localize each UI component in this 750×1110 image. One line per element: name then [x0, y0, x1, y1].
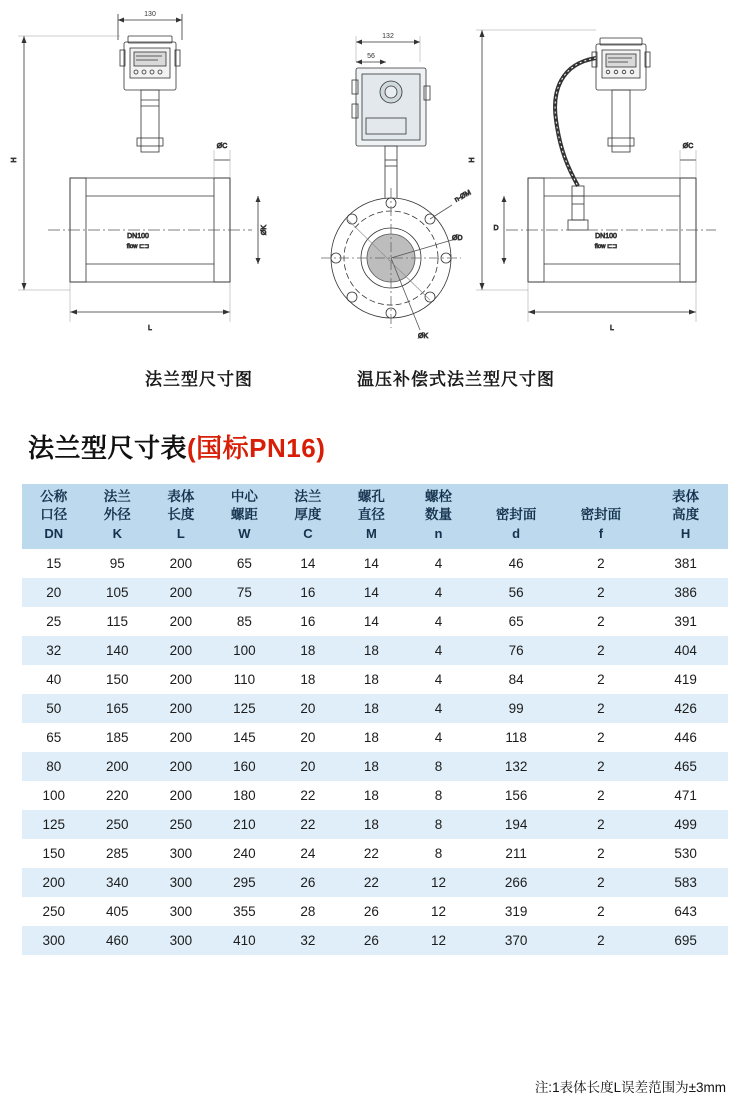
cell-f: 2 [559, 578, 644, 607]
dimension-table [22, 484, 728, 955]
cell-dn: 300 [22, 926, 86, 955]
cell-d: 118 [474, 723, 559, 752]
cell-m: 14 [340, 578, 404, 607]
cell-c: 18 [276, 665, 340, 694]
table-row [22, 694, 728, 723]
cell-d: 84 [474, 665, 559, 694]
cell-n: 8 [403, 839, 474, 868]
cell-f: 2 [559, 897, 644, 926]
cell-f: 2 [559, 868, 644, 897]
cell-n: 8 [403, 752, 474, 781]
svg-text:ØK: ØK [418, 333, 429, 340]
cell-c: 28 [276, 897, 340, 926]
cell-dn: 20 [22, 578, 86, 607]
cell-m: 18 [340, 665, 404, 694]
cell-c: 26 [276, 868, 340, 897]
cell-w: 160 [213, 752, 277, 781]
cell-l: 200 [149, 549, 213, 578]
svg-text:H: H [11, 157, 18, 163]
cell-n: 12 [403, 868, 474, 897]
diagram-caption-compensated: 温压补偿式法兰型尺寸图 [357, 370, 555, 389]
svg-text:n-ØM: n-ØM [453, 189, 473, 204]
cell-dn: 50 [22, 694, 86, 723]
cell-h: 426 [643, 694, 728, 723]
table-title-standard: (国标PN16) [187, 433, 326, 463]
table-row [22, 549, 728, 578]
svg-text:ØD: ØD [452, 235, 463, 242]
cell-f: 2 [559, 607, 644, 636]
cell-f: 2 [559, 752, 644, 781]
cell-n: 4 [403, 549, 474, 578]
cell-l: 200 [149, 607, 213, 636]
cell-w: 65 [213, 549, 277, 578]
cell-d: 65 [474, 607, 559, 636]
table-title [28, 428, 325, 465]
cell-n: 8 [403, 810, 474, 839]
cell-m: 18 [340, 636, 404, 665]
table-note: 注:1表体长度L误差范围为±3mm [534, 1080, 726, 1095]
cell-w: 100 [213, 636, 277, 665]
diagram-caption-flange: 法兰型尺寸图 [145, 370, 253, 389]
cell-f: 2 [559, 723, 644, 752]
cell-f: 2 [559, 781, 644, 810]
cell-n: 4 [403, 636, 474, 665]
cell-k: 140 [86, 636, 150, 665]
table-row [22, 636, 728, 665]
cell-h: 386 [643, 578, 728, 607]
cell-c: 18 [276, 636, 340, 665]
cell-h: 381 [643, 549, 728, 578]
cell-l: 200 [149, 636, 213, 665]
cell-w: 355 [213, 897, 277, 926]
cell-m: 18 [340, 752, 404, 781]
cell-l: 200 [149, 665, 213, 694]
cell-l: 300 [149, 868, 213, 897]
cell-f: 2 [559, 665, 644, 694]
cell-d: 99 [474, 694, 559, 723]
cell-d: 46 [474, 549, 559, 578]
cell-d: 76 [474, 636, 559, 665]
table-row [22, 868, 728, 897]
cell-f: 2 [559, 694, 644, 723]
cell-n: 4 [403, 665, 474, 694]
cell-h: 499 [643, 810, 728, 839]
cell-dn: 100 [22, 781, 86, 810]
cell-h: 465 [643, 752, 728, 781]
cell-m: 14 [340, 549, 404, 578]
cell-w: 410 [213, 926, 277, 955]
cell-m: 18 [340, 781, 404, 810]
cell-h: 391 [643, 607, 728, 636]
cell-n: 8 [403, 781, 474, 810]
cell-k: 405 [86, 897, 150, 926]
cell-w: 295 [213, 868, 277, 897]
cell-f: 2 [559, 926, 644, 955]
svg-text:H: H [469, 157, 476, 163]
cell-dn: 80 [22, 752, 86, 781]
cell-m: 26 [340, 897, 404, 926]
cell-c: 20 [276, 723, 340, 752]
cell-k: 285 [86, 839, 150, 868]
cell-dn: 25 [22, 607, 86, 636]
svg-text:ØC: ØC [682, 143, 694, 150]
cell-l: 250 [149, 810, 213, 839]
cell-f: 2 [559, 839, 644, 868]
cell-c: 22 [276, 810, 340, 839]
cell-k: 150 [86, 665, 150, 694]
cell-l: 200 [149, 752, 213, 781]
cell-m: 22 [340, 839, 404, 868]
cell-dn: 15 [22, 549, 86, 578]
cell-w: 85 [213, 607, 277, 636]
cell-k: 185 [86, 723, 150, 752]
cell-d: 194 [474, 810, 559, 839]
cell-n: 4 [403, 607, 474, 636]
table-row [22, 578, 728, 607]
cell-w: 180 [213, 781, 277, 810]
header-c: 法兰 厚度 C [276, 484, 340, 549]
cell-dn: 250 [22, 897, 86, 926]
cell-l: 200 [149, 694, 213, 723]
cell-dn: 150 [22, 839, 86, 868]
cell-w: 75 [213, 578, 277, 607]
cell-k: 95 [86, 549, 150, 578]
cell-k: 220 [86, 781, 150, 810]
table-row [22, 926, 728, 955]
cell-f: 2 [559, 636, 644, 665]
cell-w: 145 [213, 723, 277, 752]
cell-k: 460 [86, 926, 150, 955]
cell-l: 200 [149, 781, 213, 810]
svg-text:L: L [148, 325, 152, 332]
cell-m: 18 [340, 694, 404, 723]
dim-label-56: 56 [367, 53, 375, 60]
cell-w: 125 [213, 694, 277, 723]
header-w: 中心 螺距 W [213, 484, 277, 549]
cell-l: 200 [149, 578, 213, 607]
cell-d: 132 [474, 752, 559, 781]
cell-k: 340 [86, 868, 150, 897]
table-title-main: 法兰型尺寸表 [28, 433, 188, 463]
cell-c: 22 [276, 781, 340, 810]
cell-c: 24 [276, 839, 340, 868]
cell-n: 12 [403, 926, 474, 955]
cell-k: 115 [86, 607, 150, 636]
cell-m: 26 [340, 926, 404, 955]
cell-h: 583 [643, 868, 728, 897]
svg-text:ØC: ØC [216, 143, 228, 150]
cell-c: 32 [276, 926, 340, 955]
table-row [22, 839, 728, 868]
table-row [22, 781, 728, 810]
cell-m: 18 [340, 810, 404, 839]
header-h: 表体 高度 H [643, 484, 728, 549]
header-dn: 公称 口径 DN [22, 484, 86, 549]
header-k: 法兰 外径 K [86, 484, 150, 549]
table-row [22, 607, 728, 636]
table-row [22, 723, 728, 752]
cell-d: 56 [474, 578, 559, 607]
cell-w: 210 [213, 810, 277, 839]
cell-m: 18 [340, 723, 404, 752]
table-row [22, 810, 728, 839]
cell-k: 105 [86, 578, 150, 607]
cell-l: 300 [149, 839, 213, 868]
header-m: 螺孔 直径 M [340, 484, 404, 549]
cell-dn: 125 [22, 810, 86, 839]
cell-l: 200 [149, 723, 213, 752]
cell-l: 300 [149, 926, 213, 955]
cell-n: 4 [403, 694, 474, 723]
svg-text:D: D [493, 225, 499, 232]
header-d: 密封面 d [474, 484, 559, 549]
svg-text:ØK: ØK [261, 224, 268, 236]
cell-d: 156 [474, 781, 559, 810]
cell-w: 240 [213, 839, 277, 868]
cell-k: 165 [86, 694, 150, 723]
cell-d: 211 [474, 839, 559, 868]
cell-l: 300 [149, 897, 213, 926]
cell-c: 14 [276, 549, 340, 578]
cell-n: 4 [403, 723, 474, 752]
cell-f: 2 [559, 810, 644, 839]
cell-k: 200 [86, 752, 150, 781]
table-body [22, 549, 728, 955]
table-row [22, 665, 728, 694]
svg-text:flow ⊏⊐: flow ⊏⊐ [594, 244, 618, 250]
cell-h: 446 [643, 723, 728, 752]
svg-text:L: L [610, 325, 614, 332]
header-n: 螺栓 数量 n [403, 484, 474, 549]
cell-m: 22 [340, 868, 404, 897]
cell-dn: 65 [22, 723, 86, 752]
cell-k: 250 [86, 810, 150, 839]
cell-n: 12 [403, 897, 474, 926]
cell-f: 2 [559, 549, 644, 578]
cell-h: 404 [643, 636, 728, 665]
cell-h: 695 [643, 926, 728, 955]
svg-text:DN100: DN100 [127, 233, 149, 240]
dim-label-130: 130 [144, 11, 156, 18]
cell-h: 643 [643, 897, 728, 926]
table-row [22, 752, 728, 781]
header-l: 表体 长度 L [149, 484, 213, 549]
table-header-row [22, 484, 728, 549]
cell-d: 319 [474, 897, 559, 926]
cell-c: 16 [276, 607, 340, 636]
cell-h: 419 [643, 665, 728, 694]
diagram-area [0, 0, 750, 395]
table-row [22, 897, 728, 926]
cell-dn: 200 [22, 868, 86, 897]
technical-drawings [0, 0, 750, 400]
cell-c: 20 [276, 694, 340, 723]
cell-dn: 32 [22, 636, 86, 665]
cell-h: 471 [643, 781, 728, 810]
cell-c: 16 [276, 578, 340, 607]
svg-text:DN100: DN100 [595, 233, 617, 240]
svg-text:flow ⊏⊐: flow ⊏⊐ [126, 244, 150, 250]
cell-d: 266 [474, 868, 559, 897]
header-f: 密封面 f [559, 484, 644, 549]
cell-n: 4 [403, 578, 474, 607]
cell-c: 20 [276, 752, 340, 781]
cell-d: 370 [474, 926, 559, 955]
cell-dn: 40 [22, 665, 86, 694]
cell-m: 14 [340, 607, 404, 636]
cell-w: 110 [213, 665, 277, 694]
dim-label-132: 132 [382, 33, 394, 40]
cell-h: 530 [643, 839, 728, 868]
